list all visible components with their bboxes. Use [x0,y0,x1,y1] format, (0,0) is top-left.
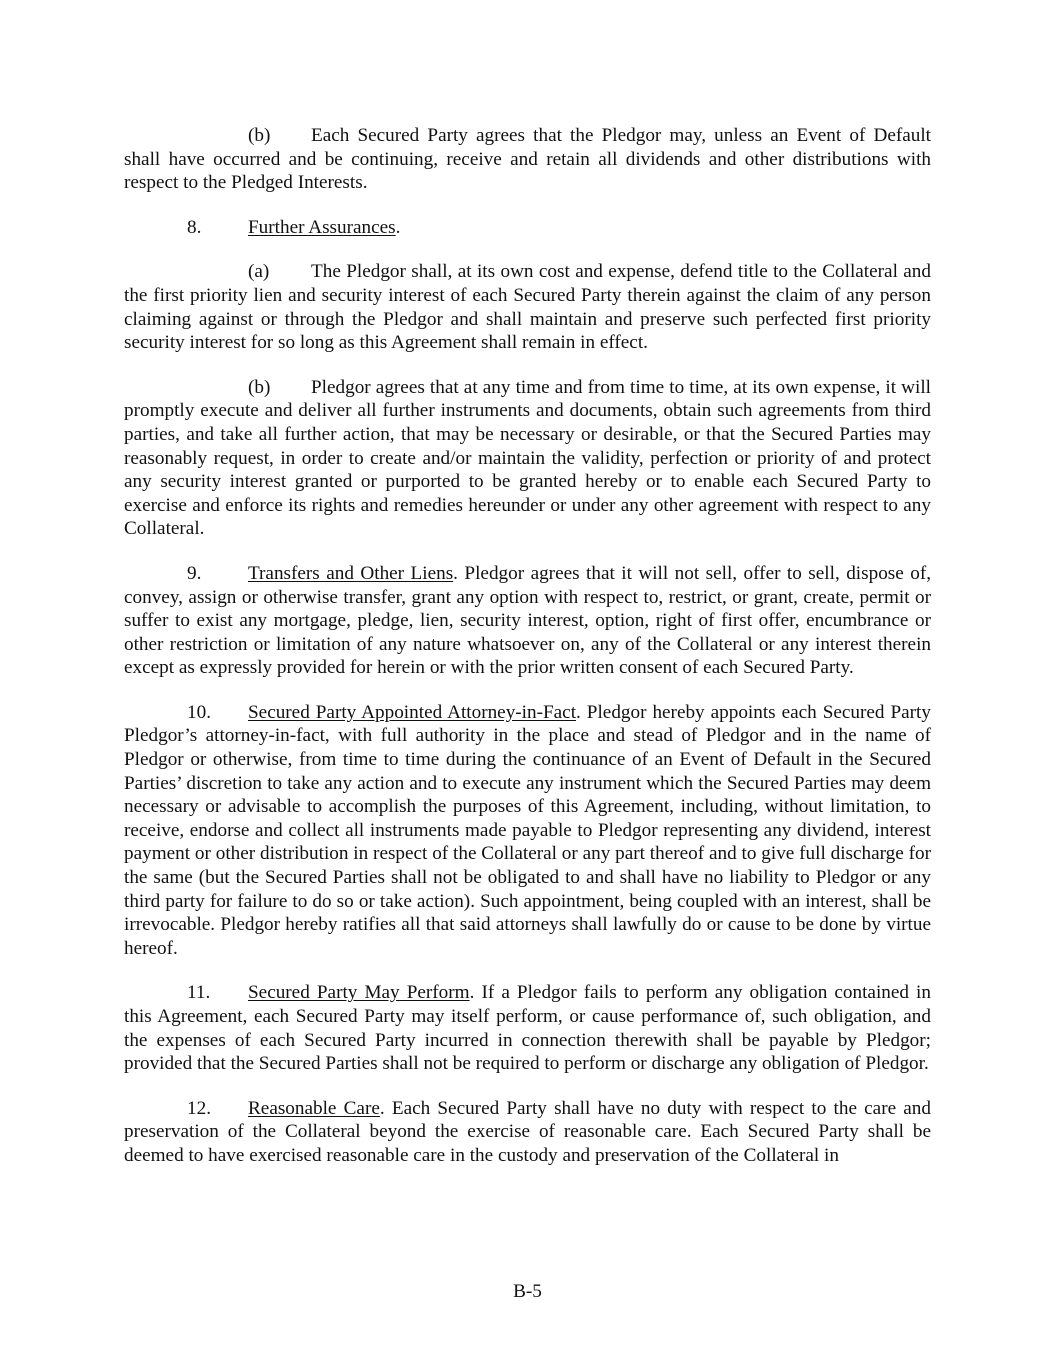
section-number: 11. [187,982,211,1004]
section-number: 10. [187,701,211,723]
section-text: . Each Secured Party shall have no duty with respect to the care and preservation of the Collateral beyond the exercise of reasonable care. Each Secured Party shall be deemed to have exercised reasonable care in the custody and preservation of the Collateral in [124,1097,931,1166]
section-text: . [395,216,401,238]
paragraph-text: Pledgor agrees that at any time and from time to time, at its own expense, it will promptly execute and deliver all further instruments and documents, obtain such agreements from third parties, and take all further action, that may be necessary or desirable, or that the Secured Parties may reasonably request, in order to create and/or maintain the validity, perfection or priority of and protect any security interest granted or purported to be granted hereby or to enable each Secured Party to exercise and enforce its rights and remedies hereunder or under any other agreement with respect to any Collateral. [124,376,931,540]
section-text: . Pledgor agrees that it will not sell, offer to sell, dispose of, convey, assign or otherwise transfer, grant any option with respect to, restrict, or grant, create, permit or suffer to exist any mortgage, pledge, lien, security interest, option, right of first offer, encumbrance or other restriction or limitation of any nature whatsoever on, any of the Collateral or any interest therein except as expressly provided for herein or with the prior written consent of each Secured Party. [124,562,932,679]
section-9-transfers [124,562,931,680]
section-text: . If a Pledgor fails to perform any obligation contained in this Agreement, each Secured Party may itself perform, or cause performance of, such obligation, and the expenses of each Secured Party incurred in connection therewith shall be payable by Pledgor; provided that the Secured Parties shall not be required to perform or discharge any obligation of Pledgor. [124,982,931,1075]
page-number: B-5 [513,1281,542,1302]
paragraph-7b [124,124,931,195]
section-8-further-assurances [124,216,931,240]
paragraph-text: Each Secured Party agrees that the Pledgor may, unless an Event of Default shall have occurred and be continuing, receive and retain all dividends and other distributions with respect to the Pledged Interests. [124,125,931,194]
section-10-attorney-in-fact [124,701,931,961]
paragraph-number: (b) [248,125,271,146]
section-number: 12. [187,1097,211,1119]
section-number: 8. [187,216,202,238]
paragraph-8b [124,376,931,541]
section-heading: Further Assurances [248,216,396,238]
paragraph-8a [124,260,931,354]
paragraph-number: (a) [248,261,270,283]
section-heading: Reasonable Care [248,1097,380,1119]
paragraph-text: The Pledgor shall, at its own cost and expense, defend title to the Collateral and the first priority lien and security interest of each Secured Party therein against the claim of any person claiming against or through the Pledgor and shall maintain and preserve such perfected first priority security interest for so long as this Agreement shall remain in effect. [124,261,931,354]
section-number: 9. [187,562,202,584]
section-heading: Secured Party Appointed Attorney-in-Fact [248,701,577,723]
section-text: . Pledgor hereby appoints each Secured Party Pledgor’s attorney-in-fact, with full authority in the place and stead of Pledgor and in the name of Pledgor or otherwise, from time to time during the continuance of an Event of Default in the Secured Parties’ discretion to take any action and to execute any instrument which the Secured Parties may deem necessary or advisable to accomplish the purposes of this Agreement, including, without limitation, to receive, endorse and collect all instruments made payable to Pledgor representing any dividend, interest payment or other distribution in respect of the Collateral or any part thereof and to give full discharge for the same (but the Secured Parties shall not be obligated to and shall have no liability to Pledgor or any third party for failure to do so or take action). Such appointment, being coupled with an interest, shall be irrevocable. Pledgor hereby ratifies all that said attorneys shall lawfully do or cause to be done by virtue hereof. [124,701,931,959]
paragraph-number: (b) [248,376,271,398]
section-11-may-perform [124,981,931,1075]
document-page [124,124,931,1189]
section-12-reasonable-care [124,1097,931,1168]
section-heading: Transfers and Other Liens [248,562,454,584]
section-heading: Secured Party May Perform [248,982,470,1004]
